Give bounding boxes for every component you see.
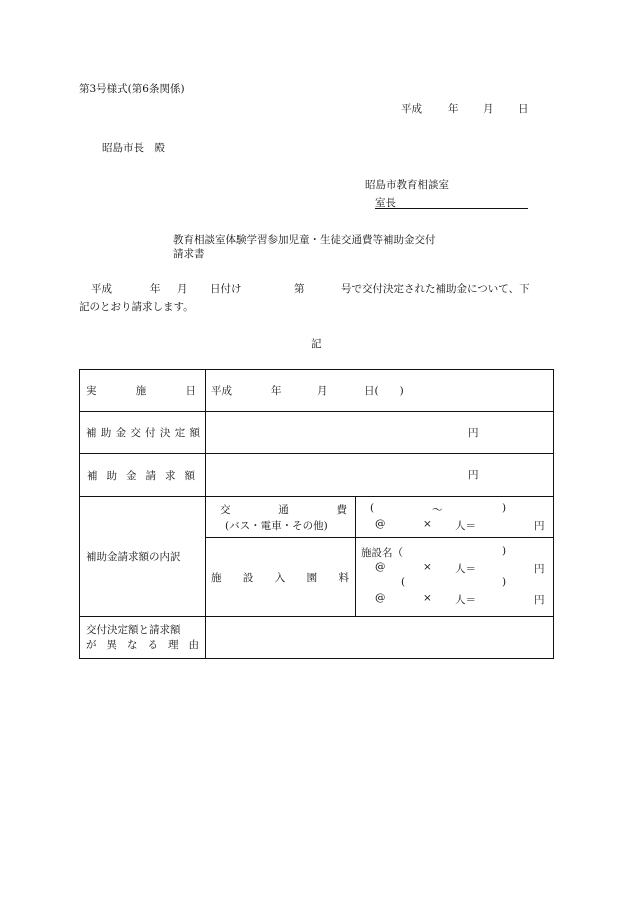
value-decision-amount[interactable] [206, 412, 554, 454]
label-claim-amount: 補 助 金 請 求 額 [80, 454, 206, 497]
body-year: 年 [150, 283, 161, 295]
facility-name-label: 施設名（ [361, 547, 403, 559]
value-reason[interactable] [206, 617, 554, 659]
facility-close-paren: ) [502, 545, 507, 557]
impl-year: 年 [271, 385, 282, 397]
value-claim-amount[interactable] [206, 454, 554, 497]
transport-open-paren: ( [370, 502, 375, 514]
impl-month: 月 [317, 385, 328, 397]
facility-close-paren-2: ) [502, 576, 507, 588]
facility-times-1: × [423, 561, 432, 573]
body-line2: 記のとおり請求します。 [79, 301, 194, 313]
label-decision-amount: 補 助 金 交 付 決 定 額 [80, 412, 206, 454]
decision-yen: 円 [468, 427, 479, 439]
facility-persons-2: 人＝ [455, 594, 476, 606]
impl-era: 平成 [211, 385, 232, 397]
sender-title [375, 195, 528, 209]
facility-yen-1: 円 [534, 563, 545, 575]
row-decision-amount [80, 412, 554, 454]
body-month: 月 [177, 283, 188, 295]
addressee: 昭島市長 殿 [102, 142, 165, 154]
transport-yen: 円 [534, 520, 545, 532]
facility-at-1: @ [375, 561, 386, 573]
label-reason: 交付決定額と請求額 が 異 な る 理 由 [80, 617, 206, 659]
transport-label-chars: 交 通 費 [220, 504, 347, 516]
label-transport [206, 497, 356, 538]
transport-at: @ [375, 518, 386, 530]
row-breakdown-transport [80, 497, 554, 538]
form-number: 第3号様式(第6条関係) [79, 83, 185, 95]
body-date-suffix: 日付け [210, 283, 242, 295]
document-title-line1: 教育相談室体験学習参加児童・生徒交通費等補助金交付 [173, 234, 436, 246]
facility-yen-2: 円 [534, 594, 545, 606]
row-implementation-date [80, 370, 554, 412]
date-month: 月 [483, 103, 494, 115]
date-year: 年 [448, 103, 459, 115]
transport-persons: 人＝ [455, 520, 476, 532]
value-transport[interactable] [356, 497, 554, 538]
label-breakdown: 補助金請求額の内訳 [80, 497, 206, 617]
document-title-line2: 請求書 [173, 248, 205, 260]
claim-table [79, 369, 554, 659]
facility-open-paren-2: ( [401, 576, 406, 588]
date-day: 日 [518, 103, 529, 115]
value-implementation-date[interactable] [206, 370, 554, 412]
transport-close-paren: ) [502, 502, 507, 514]
sender-title-text: 室長 [375, 197, 396, 209]
transport-sub-label: (バス・電車・その他) [225, 520, 328, 532]
row-claim-amount [80, 454, 554, 497]
label-implementation-date: 実 施 日 [80, 370, 206, 412]
value-facility[interactable] [356, 538, 554, 617]
label-facility: 施 設 入 園 料 [206, 538, 356, 617]
facility-times-2: × [423, 592, 432, 604]
impl-day: 日( ) [364, 385, 404, 397]
body-era: 平成 [91, 283, 112, 295]
facility-persons-1: 人＝ [455, 563, 476, 575]
claim-yen: 円 [468, 469, 479, 481]
ki-heading: 記 [311, 338, 322, 350]
facility-at-2: @ [375, 592, 386, 604]
transport-tilde: ～ [432, 504, 443, 516]
transport-times: × [423, 518, 432, 530]
date-era: 平成 [401, 103, 422, 115]
body-dai: 第 [294, 283, 305, 295]
row-reason [80, 617, 554, 659]
sender-organization: 昭島市教育相談室 [365, 179, 449, 191]
body-go-text: 号で交付決定された補助金について、下 [341, 283, 530, 295]
